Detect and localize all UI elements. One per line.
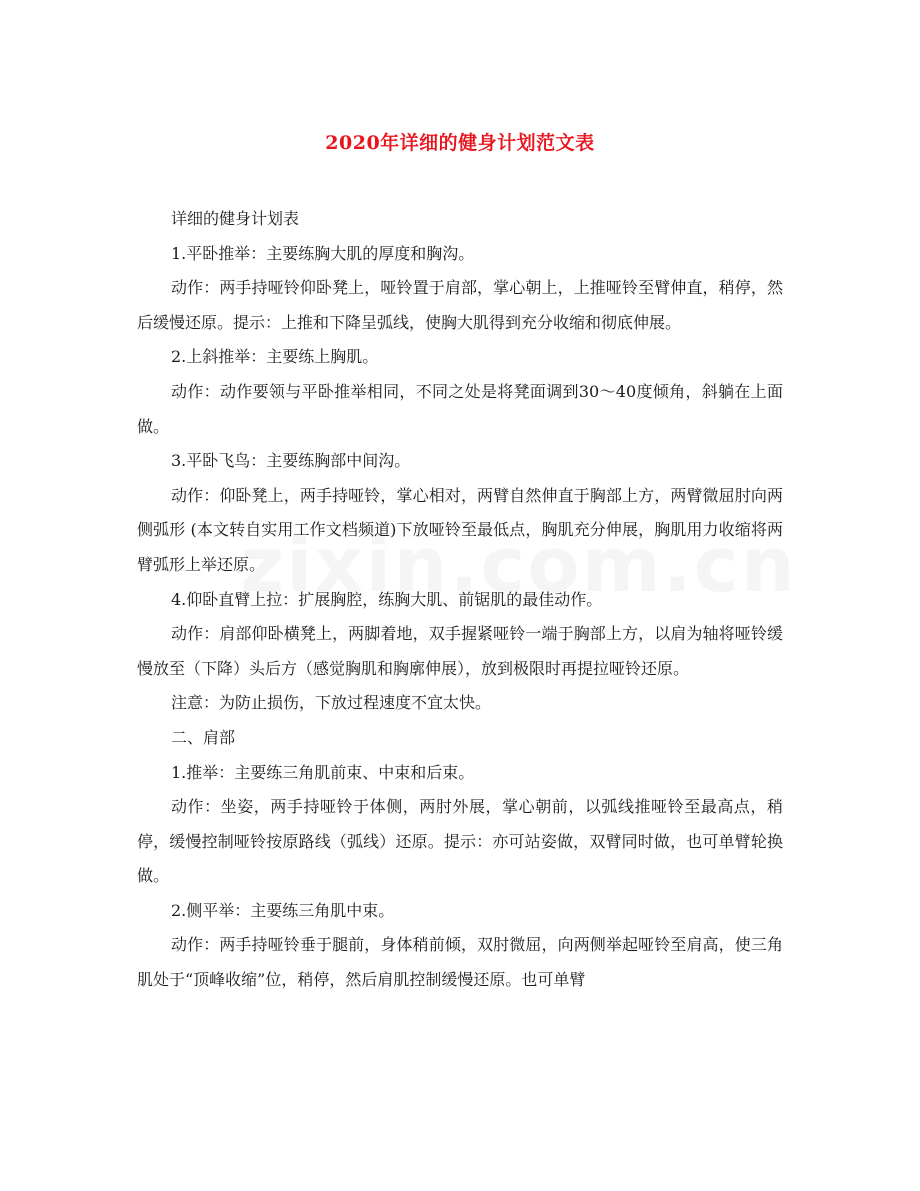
paragraph-action: 动作：坐姿，两手持哑铃于体侧，两肘外展，掌心朝前，以弧线推哑铃至最高点，稍停，缓慢控制哑铃按原路线（弧线）还原。提示：亦可站姿做，双臂同时做，也可单臂轮换做。	[137, 797, 783, 886]
paragraph-item: 3.平卧飞鸟：主要练胸部中间沟。	[171, 451, 411, 471]
paragraph-heading: 详细的健身计划表	[171, 209, 300, 228]
paragraph-action: 动作：仰卧凳上，两手持哑铃，掌心相对，两臂自然伸直于胸部上方，两臂微屈肘向两侧弧形 (本文转自实用工作文档频道)下放哑铃至最低点，胸肌充分伸展，胸肌用力收缩将两臂弧形上举还原。	[137, 485, 783, 574]
document-body	[137, 202, 783, 998]
paragraph-item: 1.平卧推举：主要练胸大肌的厚度和胸沟。	[171, 243, 475, 263]
paragraph-action: 动作：肩部仰卧横凳上，两脚着地，双手握紧哑铃一端于胸部上方，以肩为轴将哑铃缓慢放至（下降）头后方（感觉胸肌和胸廓伸展），放到极限时再提拉哑铃还原。	[137, 624, 783, 678]
paragraph-item: 4.仰卧直臂上拉：扩展胸腔，练胸大肌、前锯肌的最佳动作。	[171, 589, 603, 609]
paragraph-item: 1.推举：主要练三角肌前束、中束和后束。	[171, 762, 475, 782]
paragraph-action: 动作：两手持哑铃仰卧凳上，哑铃置于肩部，掌心朝上，上推哑铃至臂伸直，稍停，然后缓慢还原。提示：上推和下降呈弧线，使胸大肌得到充分收缩和彻底伸展。	[137, 278, 783, 332]
paragraph-item: 2.上斜推举：主要练上胸肌。	[171, 347, 379, 367]
document-title: 2020年详细的健身计划范文表	[325, 132, 595, 154]
paragraph-item: 2.侧平举：主要练三角肌中束。	[171, 900, 395, 920]
paragraph-action: 动作：两手持哑铃垂于腿前，身体稍前倾，双肘微屈，向两侧举起哑铃至肩高，使三角肌处于“顶峰收缩”位，稍停，然后肩肌控制缓慢还原。也可单臂	[137, 935, 783, 990]
paragraph-action: 动作：动作要领与平卧推举相同，不同之处是将凳面调到30～40度倾角，斜躺在上面做。	[137, 381, 783, 436]
paragraph-note: 注意：为防止损伤，下放过程速度不宜太快。	[171, 693, 492, 713]
section-heading: 二、肩部	[171, 727, 236, 747]
